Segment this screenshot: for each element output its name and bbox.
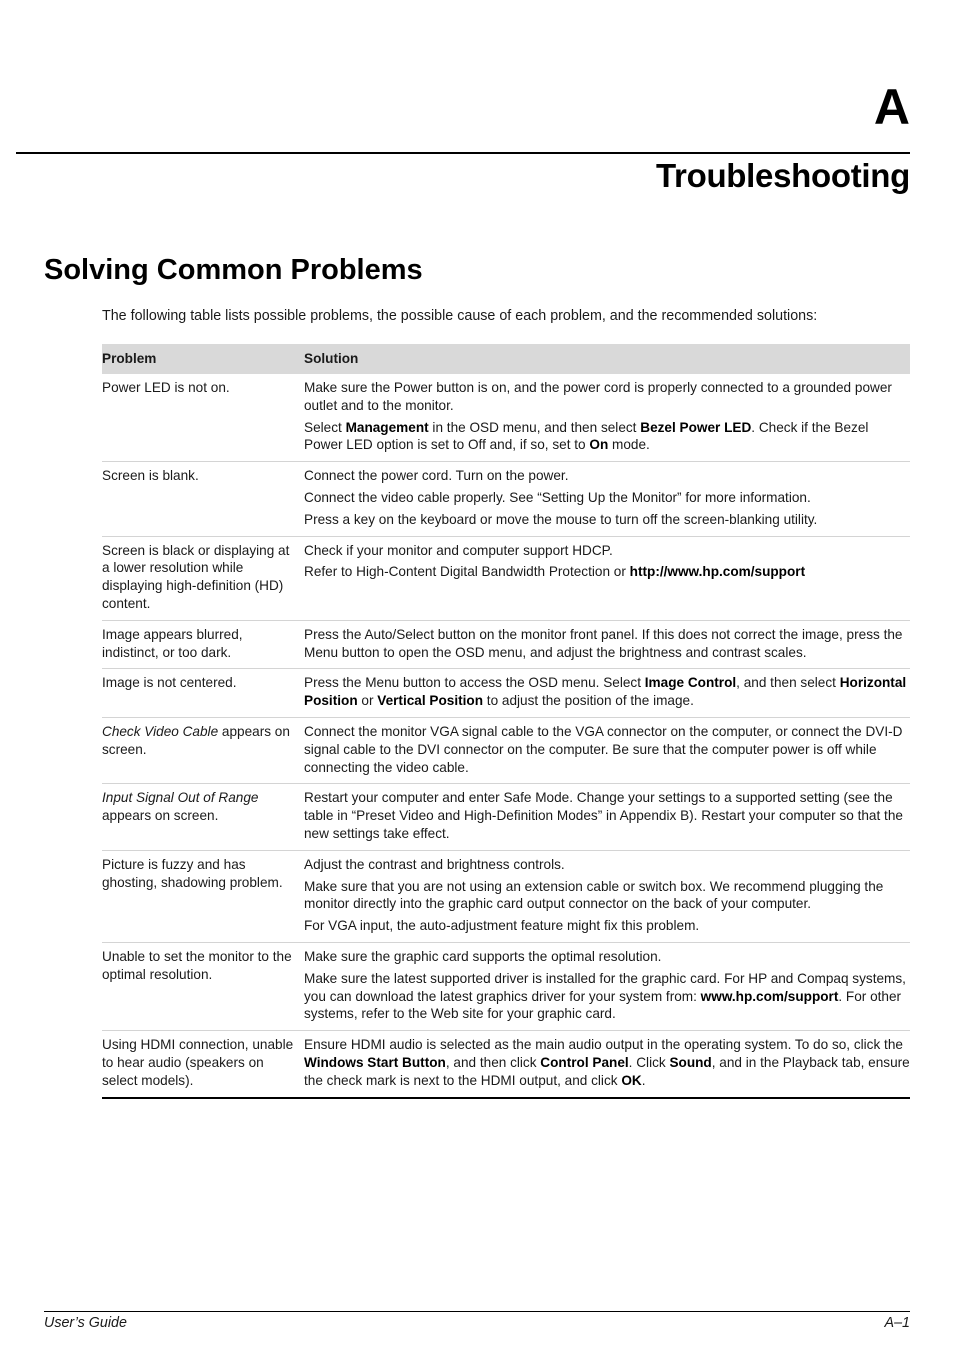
text-run: Connect the video cable properly. See “Setting Up the Monitor” for more information. (304, 489, 811, 505)
solution-paragraph (304, 917, 910, 935)
bold-text: www.hp.com/support (700, 988, 839, 1004)
table-row (102, 669, 910, 718)
table-row (102, 1031, 910, 1098)
italic-text: Input Signal Out of Range (102, 790, 259, 806)
solution-cell (304, 542, 910, 613)
solution-cell (304, 467, 910, 528)
bold-text: Vertical Position (377, 693, 484, 709)
table-row (102, 851, 910, 943)
bold-text: Bezel Power LED (640, 419, 752, 435)
solution-paragraph (304, 1036, 910, 1089)
text-run: . (641, 1072, 646, 1088)
text-run: in the OSD menu, and then select (428, 419, 641, 435)
table-row (102, 621, 910, 670)
text-run: Image is not centered. (102, 675, 237, 691)
text-run: Make sure the latest supported driver is installed for the graphic card. For HP and Compaq systems, you can download the latest graphics driver for your system from: (304, 970, 906, 1004)
header-problem: Problem (102, 351, 157, 367)
problem-cell (102, 379, 304, 454)
text-run: Restart your computer and enter Safe Mode. Change your settings to a supported setting (see the table in “Preset Video and High-Definition Modes” in Appendix B). Restart your computer so that the new settings take effect. (304, 790, 903, 841)
text-run: mode. (608, 437, 650, 453)
bold-text: Sound (669, 1054, 712, 1070)
bold-text: Image Control (644, 675, 737, 691)
solution-cell (304, 789, 910, 842)
bold-text: Control Panel (540, 1054, 629, 1070)
italic-text: Check Video Cable (102, 723, 219, 739)
text-run: Connect the monitor VGA signal cable to the VGA connector on the computer, or connect the DVI-D signal cable to the DVI connector on the computer. Be sure that the computer power is off while connecting the video cable. (304, 723, 903, 775)
solution-paragraph (304, 970, 910, 1023)
table-row (102, 718, 910, 784)
text-run: Screen is black or displaying at a lower resolution while displaying high-definition (HD) content. (102, 542, 290, 611)
text-run: , and then select (736, 675, 840, 691)
text-run: . For other systems, refer to the Web site for your graphic card. (304, 988, 902, 1022)
solution-paragraph (304, 789, 910, 842)
solution-cell (304, 856, 910, 935)
table-row (102, 462, 910, 536)
text-run: or (357, 693, 378, 709)
text-run: Make sure the graphic card supports the optimal resolution. (304, 948, 662, 964)
table-header (102, 344, 910, 374)
troubleshooting-table (102, 344, 910, 1099)
solution-paragraph (304, 878, 910, 914)
table-row (102, 537, 910, 621)
text-run: Make sure that you are not using an extension cable or switch box. We recommend plugging the monitor directly into the graphic card output connector on the back of your computer. (304, 878, 884, 912)
solution-paragraph (304, 563, 910, 581)
text-run: Image appears blurred, indistinct, or too dark. (102, 626, 243, 660)
solution-cell (304, 626, 910, 662)
text-run: Refer to High-Content Digital Bandwidth Protection or (304, 564, 630, 580)
problem-cell (102, 789, 304, 842)
text-run: For VGA input, the auto-adjustment feature might fix this problem. (304, 918, 700, 934)
text-run: Select (304, 419, 346, 435)
solution-cell (304, 674, 910, 710)
solution-cell (304, 723, 910, 776)
solution-paragraph (304, 379, 910, 415)
text-run: appears on screen. (102, 808, 219, 824)
bold-text: Management (345, 419, 429, 435)
solution-cell (304, 948, 910, 1023)
text-run: Power LED is not on. (102, 380, 230, 395)
header-solution: Solution (304, 351, 359, 367)
text-run: Screen is blank. (102, 468, 199, 484)
problem-cell (102, 1036, 304, 1089)
bold-text: OK (621, 1072, 642, 1088)
text-run: Connect the power cord. Turn on the power. (304, 468, 569, 484)
solution-paragraph (304, 419, 910, 455)
table-row (102, 943, 910, 1031)
solution-paragraph (304, 723, 910, 776)
text-run: Check if your monitor and computer support HDCP. (304, 542, 613, 558)
intro-paragraph: The following table lists possible problems, the possible cause of each problem, and the recommended solutions: (102, 308, 818, 324)
table-row (102, 374, 910, 462)
solution-cell (304, 379, 910, 454)
problem-cell (102, 542, 304, 613)
bold-text: http://www.hp.com/support (629, 564, 806, 580)
problem-cell (102, 674, 304, 710)
solution-paragraph (304, 626, 910, 662)
footer-page-number: A–1 (884, 1315, 910, 1331)
footer-guide-title: User’s Guide (44, 1315, 127, 1331)
problem-cell (102, 467, 304, 528)
problem-cell (102, 948, 304, 1023)
text-run: Unable to set the monitor to the optimal resolution. (102, 948, 292, 982)
text-run: Press the Menu button to access the OSD menu. Select (304, 675, 645, 691)
solution-paragraph (304, 856, 910, 874)
solution-paragraph (304, 467, 910, 485)
text-run: Adjust the contrast and brightness controls. (304, 856, 565, 872)
solution-paragraph (304, 542, 910, 560)
text-run: . Check if the Bezel Power LED option is set to Off and, if so, set to (304, 419, 869, 453)
section-title: Solving Common Problems (44, 254, 423, 286)
text-run: , and in the Playback tab, ensure the check mark is next to the HDMI output, and click (304, 1054, 910, 1088)
problem-cell (102, 856, 304, 935)
solution-paragraph (304, 489, 910, 507)
text-run: to adjust the position of the image. (483, 693, 694, 709)
text-run: Picture is fuzzy and has ghosting, shadowing problem. (102, 856, 283, 890)
chapter-letter: A (873, 79, 910, 135)
chapter-divider (16, 152, 910, 154)
solution-paragraph (304, 674, 910, 710)
bold-text: Horizontal Position (304, 675, 907, 709)
solution-paragraph (304, 511, 910, 529)
problem-cell (102, 723, 304, 776)
text-run: . Click (628, 1054, 670, 1070)
table-body (102, 374, 910, 1099)
footer-divider (44, 1311, 910, 1312)
problem-cell (102, 626, 304, 662)
text-run: Press a key on the keyboard or move the mouse to turn off the screen-blanking utility. (304, 511, 818, 527)
solution-paragraph (304, 948, 910, 966)
solution-cell (304, 1036, 910, 1089)
chapter-title: Troubleshooting (656, 157, 910, 194)
bold-text: Windows Start Button (304, 1054, 446, 1070)
text-run: , and then click (445, 1054, 541, 1070)
text-run: Using HDMI connection, unable to hear audio (speakers on select models). (102, 1037, 294, 1088)
bold-text: On (589, 437, 609, 453)
table-row (102, 784, 910, 850)
text-run: appears on screen. (102, 723, 290, 757)
text-run: Ensure HDMI audio is selected as the main audio output in the operating system. To do so, click the (304, 1037, 903, 1053)
text-run: Make sure the Power button is on, and the power cord is properly connected to a grounded power outlet and to the monitor. (304, 380, 892, 413)
text-run: Press the Auto/Select button on the monitor front panel. If this does not correct the image, press the Menu button to open the OSD menu, and adjust the brightness and contrast scales. (304, 626, 903, 660)
